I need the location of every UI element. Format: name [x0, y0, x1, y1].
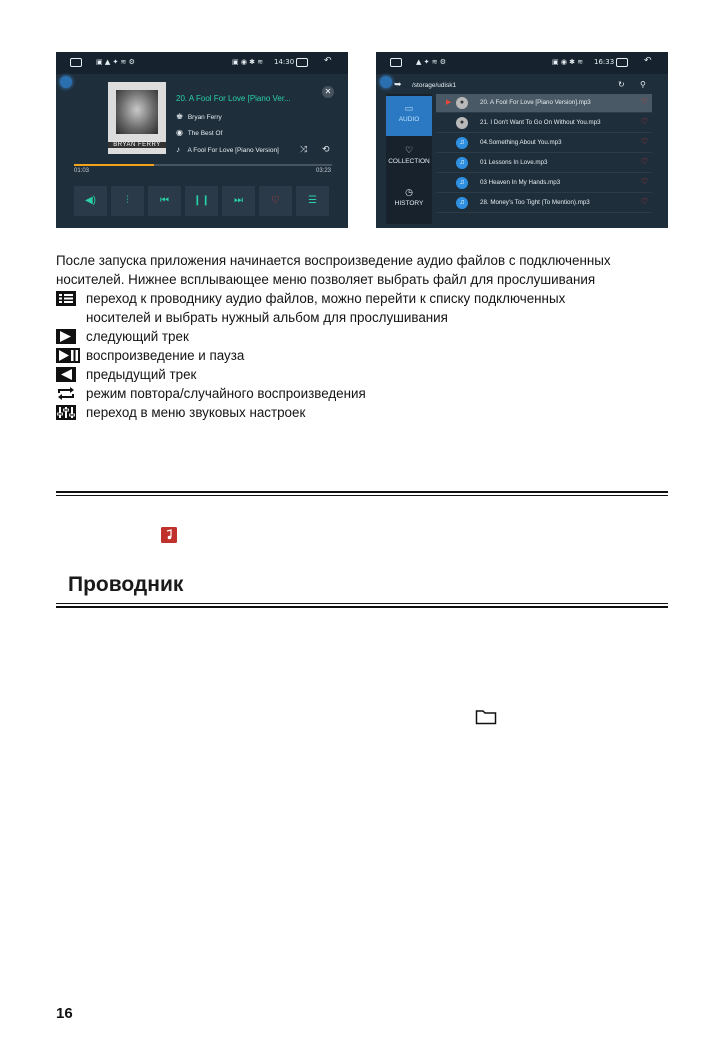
- status-time-2: 16:33: [594, 58, 615, 66]
- next-button[interactable]: ⏭: [222, 186, 255, 216]
- music-note-icon: ♫: [456, 177, 468, 189]
- section-rule-top: [56, 491, 668, 493]
- search-icon[interactable]: ⚲: [640, 80, 646, 89]
- song-name: A Fool For Love [Piano Version]: [187, 147, 279, 154]
- track-title: 20. A Fool For Love [Piano Ver...: [176, 94, 291, 103]
- total-time: 03:23: [316, 168, 332, 174]
- back-arrow-icon[interactable]: ➥: [394, 79, 402, 89]
- sidebar-item-collection[interactable]: ♡ COLLECTION: [386, 138, 432, 178]
- favorite-button[interactable]: ♡: [259, 186, 292, 216]
- repeat-shuffle-icon: [56, 386, 76, 401]
- artist-row: [176, 112, 222, 121]
- status-icons-left: ▣ ▲ ✦ ≋ ⚙: [96, 58, 135, 66]
- heart-icon: ♡: [404, 145, 414, 155]
- status-bar-2: [376, 52, 668, 74]
- heading-rule: [56, 606, 668, 608]
- progress-fill: [74, 164, 154, 166]
- previous-button[interactable]: ⏮: [148, 186, 181, 216]
- storage-path: /storage/udisk1: [412, 82, 457, 89]
- list-icon: [56, 291, 76, 306]
- page-number: 16: [56, 1005, 73, 1022]
- folder-icon: ▭: [404, 103, 414, 113]
- heart-icon[interactable]: ♡: [640, 157, 648, 166]
- clock-icon: ◷: [405, 187, 413, 197]
- progress-bar[interactable]: [74, 164, 332, 166]
- pause-button[interactable]: ❙❙: [185, 186, 218, 216]
- heart-icon[interactable]: ♡: [640, 197, 648, 206]
- heart-icon[interactable]: ♡: [640, 117, 648, 126]
- album-thumb-icon: ●: [456, 117, 468, 129]
- music-note-icon: ♫: [456, 157, 468, 169]
- section-rule-top-thin: [56, 495, 668, 496]
- file-row[interactable]: ▶ ● 20. A Fool For Love [Piano Version].mp3 ♡: [436, 94, 652, 113]
- recent-apps-icon-2[interactable]: [616, 58, 628, 67]
- file-row[interactable]: ♫ 04.Something About You.mp3 ♡: [436, 134, 652, 153]
- next-track-icon: [56, 329, 76, 344]
- status-bar: [56, 52, 348, 74]
- file-row[interactable]: ♫ 28. Money's Too Tight (To Mention).mp3 ♡: [436, 194, 652, 213]
- equalizer-button[interactable]: ⫶: [111, 186, 144, 216]
- home-icon-2[interactable]: [390, 58, 402, 67]
- file-row[interactable]: ● 21. I Don't Want To Go On Without You.mp3 ♡: [436, 114, 652, 133]
- disc-icon: ◉: [176, 128, 183, 137]
- status-icons-left-2: ▲ ✦ ≋ ⚙: [416, 58, 447, 66]
- back-icon-2[interactable]: ↶: [644, 56, 652, 66]
- player-screenshot: [56, 52, 348, 228]
- heart-icon[interactable]: ♡: [640, 177, 648, 186]
- recent-apps-icon[interactable]: [296, 58, 308, 67]
- repeat-icon[interactable]: ⟲: [322, 144, 330, 154]
- status-time: 14:30: [274, 58, 295, 66]
- album-cover: BRYAN FERRY: [108, 82, 166, 154]
- play-pause-icon: [56, 348, 80, 363]
- heart-icon[interactable]: ♡: [640, 97, 648, 106]
- file-row[interactable]: ♫ 01 Lessons In Love.mp3 ♡: [436, 154, 652, 173]
- artist-name: Bryan Ferry: [187, 114, 222, 121]
- equalizer-icon: [56, 405, 76, 420]
- playing-indicator-icon: ▶: [446, 99, 452, 106]
- refresh-icon[interactable]: ↻: [618, 80, 625, 89]
- status-icons-right-2: ▣ ◉ ✱ ≋: [552, 58, 584, 66]
- heart-icon[interactable]: ♡: [640, 137, 648, 146]
- music-note-icon: ♫: [456, 137, 468, 149]
- intro-line-1: После запуска приложения начинается воспроизведение аудио файлов с подключенных: [56, 253, 611, 268]
- music-app-icon: [161, 527, 177, 543]
- playlist-button[interactable]: ☰: [296, 186, 329, 216]
- music-note-icon: ♫: [456, 197, 468, 209]
- album-row: [176, 128, 222, 137]
- shuffle-icon[interactable]: ⤨: [300, 144, 308, 154]
- note-icon: ♪: [176, 145, 180, 154]
- floating-orb[interactable]: [60, 76, 72, 88]
- status-icons-right: ▣ ◉ ✱ ≋: [232, 58, 264, 66]
- intro-line-2: носителей. Нижнее всплывающее меню позволяет выбрать файл для прослушивания: [56, 272, 596, 287]
- album-name: The Best Of: [187, 130, 223, 137]
- previous-track-icon: [56, 367, 76, 382]
- elapsed-time: 01:03: [74, 168, 90, 174]
- home-icon[interactable]: [70, 58, 82, 67]
- album-thumb-icon: ●: [456, 97, 468, 109]
- section-heading: Проводник: [68, 573, 184, 596]
- explorer-screenshot: [376, 52, 668, 228]
- file-row[interactable]: ♫ 03 Heaven In My Hands.mp3 ♡: [436, 174, 652, 193]
- song-row: [176, 145, 279, 154]
- floating-orb-2[interactable]: [380, 76, 392, 88]
- sidebar-item-audio[interactable]: ▭ AUDIO: [386, 96, 432, 136]
- close-icon[interactable]: ✕: [322, 86, 334, 98]
- volume-button[interactable]: ◀): [74, 186, 107, 216]
- back-icon[interactable]: ↶: [324, 56, 332, 66]
- artist-icon: ♚: [176, 112, 184, 121]
- heading-rule-thin: [56, 603, 668, 604]
- sidebar-item-history[interactable]: ◷ HISTORY: [386, 180, 432, 220]
- explorer-sidebar: [386, 94, 432, 224]
- folder-icon: [475, 708, 497, 725]
